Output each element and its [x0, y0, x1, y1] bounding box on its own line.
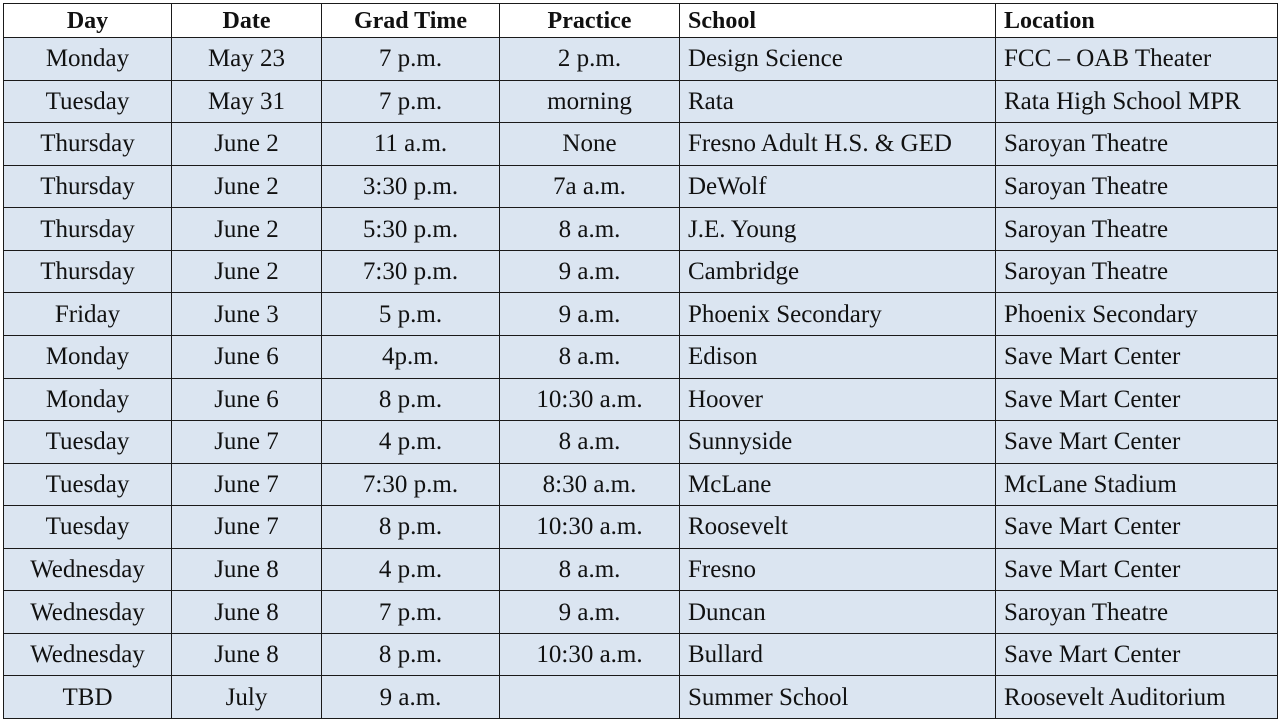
cell-grad-time: 5 p.m.: [322, 293, 500, 336]
cell-location: Save Mart Center: [996, 335, 1278, 378]
cell-day: Tuesday: [4, 463, 172, 506]
table-row: [4, 293, 1278, 336]
cell-location: Rata High School MPR: [996, 80, 1278, 123]
table-row: [4, 463, 1278, 506]
header-school: School: [680, 4, 996, 38]
cell-location: FCC – OAB Theater: [996, 38, 1278, 81]
cell-practice: 10:30 a.m.: [500, 378, 680, 421]
cell-school: Fresno: [680, 548, 996, 591]
cell-location: Saroyan Theatre: [996, 208, 1278, 251]
cell-date: July: [172, 676, 322, 719]
cell-location: Saroyan Theatre: [996, 591, 1278, 634]
table-row: [4, 506, 1278, 549]
cell-date: June 7: [172, 463, 322, 506]
cell-date: June 2: [172, 165, 322, 208]
cell-location: Save Mart Center: [996, 506, 1278, 549]
header-location: Location: [996, 4, 1278, 38]
cell-date: June 3: [172, 293, 322, 336]
cell-day: TBD: [4, 676, 172, 719]
header-day: Day: [4, 4, 172, 38]
header-grad-time: Grad Time: [322, 4, 500, 38]
cell-school: Summer School: [680, 676, 996, 719]
table-row: [4, 335, 1278, 378]
cell-day: Monday: [4, 335, 172, 378]
cell-grad-time: 8 p.m.: [322, 378, 500, 421]
cell-school: McLane: [680, 463, 996, 506]
cell-day: Wednesday: [4, 591, 172, 634]
cell-practice: 9 a.m.: [500, 250, 680, 293]
cell-grad-time: 4p.m.: [322, 335, 500, 378]
cell-day: Tuesday: [4, 421, 172, 464]
cell-date: June 8: [172, 633, 322, 676]
table-row: [4, 208, 1278, 251]
cell-day: Monday: [4, 38, 172, 81]
cell-practice: 7a a.m.: [500, 165, 680, 208]
cell-school: Roosevelt: [680, 506, 996, 549]
cell-grad-time: 9 a.m.: [322, 676, 500, 719]
cell-school: Bullard: [680, 633, 996, 676]
header-row: [4, 4, 1278, 38]
table-row: [4, 676, 1278, 719]
cell-date: June 2: [172, 250, 322, 293]
cell-school: Phoenix Secondary: [680, 293, 996, 336]
cell-day: Tuesday: [4, 80, 172, 123]
table-row: [4, 250, 1278, 293]
cell-date: June 8: [172, 591, 322, 634]
cell-grad-time: 4 p.m.: [322, 421, 500, 464]
header-practice: Practice: [500, 4, 680, 38]
table-row: [4, 165, 1278, 208]
cell-grad-time: 7:30 p.m.: [322, 463, 500, 506]
table-header: [4, 4, 1278, 38]
cell-practice: 2 p.m.: [500, 38, 680, 81]
cell-practice: 8 a.m.: [500, 335, 680, 378]
cell-day: Tuesday: [4, 506, 172, 549]
cell-practice: 9 a.m.: [500, 293, 680, 336]
cell-school: Sunnyside: [680, 421, 996, 464]
cell-school: Edison: [680, 335, 996, 378]
cell-date: June 6: [172, 335, 322, 378]
cell-practice: 9 a.m.: [500, 591, 680, 634]
cell-school: Rata: [680, 80, 996, 123]
table-row: [4, 123, 1278, 166]
cell-date: May 31: [172, 80, 322, 123]
cell-practice: 8 a.m.: [500, 548, 680, 591]
cell-day: Friday: [4, 293, 172, 336]
cell-school: DeWolf: [680, 165, 996, 208]
cell-grad-time: 4 p.m.: [322, 548, 500, 591]
cell-practice: morning: [500, 80, 680, 123]
table-row: [4, 548, 1278, 591]
cell-date: June 2: [172, 208, 322, 251]
cell-day: Thursday: [4, 165, 172, 208]
cell-day: Thursday: [4, 250, 172, 293]
table-body: [4, 38, 1278, 719]
cell-location: Saroyan Theatre: [996, 165, 1278, 208]
cell-practice: None: [500, 123, 680, 166]
cell-location: Saroyan Theatre: [996, 250, 1278, 293]
cell-date: June 7: [172, 506, 322, 549]
cell-school: Cambridge: [680, 250, 996, 293]
cell-location: Saroyan Theatre: [996, 123, 1278, 166]
cell-school: Fresno Adult H.S. & GED: [680, 123, 996, 166]
header-date: Date: [172, 4, 322, 38]
graduation-schedule-table: [3, 3, 1278, 719]
cell-location: Save Mart Center: [996, 548, 1278, 591]
cell-location: McLane Stadium: [996, 463, 1278, 506]
cell-school: Duncan: [680, 591, 996, 634]
cell-practice: 10:30 a.m.: [500, 506, 680, 549]
cell-date: June 6: [172, 378, 322, 421]
cell-location: Save Mart Center: [996, 633, 1278, 676]
table-row: [4, 421, 1278, 464]
cell-practice: 10:30 a.m.: [500, 633, 680, 676]
cell-school: J.E. Young: [680, 208, 996, 251]
cell-school: Design Science: [680, 38, 996, 81]
cell-practice: 8:30 a.m.: [500, 463, 680, 506]
cell-practice: 8 a.m.: [500, 421, 680, 464]
table-row: [4, 591, 1278, 634]
cell-grad-time: 5:30 p.m.: [322, 208, 500, 251]
cell-practice: 8 a.m.: [500, 208, 680, 251]
cell-date: June 7: [172, 421, 322, 464]
cell-grad-time: 7 p.m.: [322, 38, 500, 81]
cell-grad-time: 8 p.m.: [322, 633, 500, 676]
cell-grad-time: 7 p.m.: [322, 80, 500, 123]
table-row: [4, 80, 1278, 123]
cell-day: Monday: [4, 378, 172, 421]
cell-date: June 2: [172, 123, 322, 166]
cell-location: Save Mart Center: [996, 421, 1278, 464]
table-row: [4, 38, 1278, 81]
cell-location: Roosevelt Auditorium: [996, 676, 1278, 719]
cell-date: June 8: [172, 548, 322, 591]
cell-grad-time: 8 p.m.: [322, 506, 500, 549]
cell-day: Wednesday: [4, 548, 172, 591]
cell-practice: [500, 676, 680, 719]
cell-grad-time: 11 a.m.: [322, 123, 500, 166]
cell-grad-time: 3:30 p.m.: [322, 165, 500, 208]
table-row: [4, 378, 1278, 421]
cell-location: Save Mart Center: [996, 378, 1278, 421]
cell-grad-time: 7:30 p.m.: [322, 250, 500, 293]
cell-date: May 23: [172, 38, 322, 81]
cell-school: Hoover: [680, 378, 996, 421]
cell-day: Wednesday: [4, 633, 172, 676]
cell-day: Thursday: [4, 208, 172, 251]
cell-grad-time: 7 p.m.: [322, 591, 500, 634]
cell-location: Phoenix Secondary: [996, 293, 1278, 336]
cell-day: Thursday: [4, 123, 172, 166]
table-row: [4, 633, 1278, 676]
